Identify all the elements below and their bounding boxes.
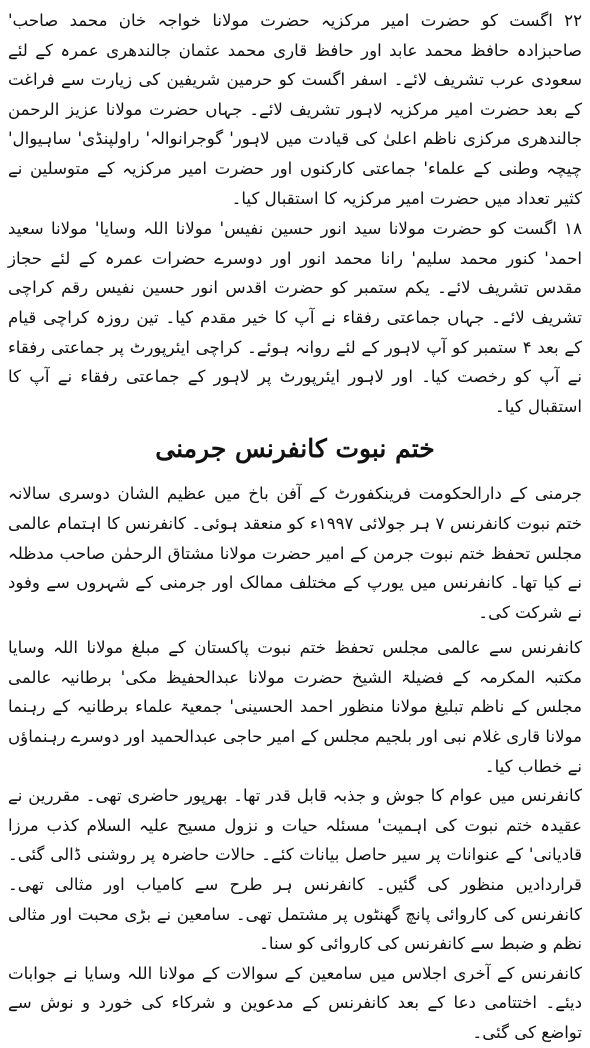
paragraph-khwaja-khan-umrah: ۲۲ اگست کو حضرت امیر مرکزیہ حضرت مولانا خواجہ خان محمد صاحب' صاحبزادہ حافظ محمد عابد اور حافظ قاری محمد عثمان جالندھری عمرہ کے لئے سعودی عرب تشریف لائے۔ اسفر اگست کو حرمین شریفین کی زیارت سے فراغت کے بعد حضرت امیر مرکزیہ لاہور تشریف لائے۔ جہاں حضرت مولانا عزیز الرحمن جالندھری مرکزی ناظم اعلیٰ کی قیادت میں لاہور' گوجرانوالہ' راولپنڈی' ساہیوال' چیچہ وطنی کے علماء' جماعتی کارکنوں اور حضرت امیر مرکزیہ کے متوسلین نے کثیر تعداد میں حضرت امیر مرکزیہ کا استقبال کیا۔ [8,11,582,208]
document-page [8,4,582,1042]
paragraph-conference-speakers: کانفرنس سے عالمی مجلس تحفظ ختم نبوت پاکستان کے مبلغ مولانا اللہ وسایا مکتبہ المکرمہ کے فضیلۃ الشیخ حضرت مولانا عبدالحفیظ مکی' برطانیہ عالمی مجلس کے ناظم تبلیغ مولانا منظور احمد الحسینی' جمعیۃ علماء برطانیہ کے رہنما مولانا قاری غلام نبی اور بلجیم مجلس کے امیر حاجی عبدالحمید اور دوسرے رہنماؤں نے خطاب کیا۔ [8,638,582,776]
paragraph-conference-closing: کانفرنس کے آخری اجلاس میں سامعین کے سوالات کے مولانا اللہ وسایا نے جوابات دیئے۔ اختتامی دعا کے بعد کانفرنس کے مدعوین و شرکاء کی خورد و نوش سے تواضع کی گئی۔ [8,963,582,1042]
section-heading-germany-conference: ختم نبوت کانفرنس جرمنی [155,434,435,464]
paragraph-conference-frankfurt: جرمنی کے دارالحکومت فرینکفورٹ کے آفن باخ میں عظیم الشان دوسری سالانہ ختم نبوت کانفرنس ۷ ہر جولائی ۱۹۹۷ء کو منعقد ہوئی۔ کانفرنس کا اہتمام عالمی مجلس تحفظ ختم نبوت جرمن کے امیر حضرت مولانا مشتاق الرحمٰن صاحب مدظلہ نے کیا تھا۔ کانفرنس میں یورپ کے مختلف ممالک اور جرمنی کے شہروں سے وفود نے شرکت کی۔ [8,484,582,622]
paragraph-anwar-hussain-nafees: ۱۸ اگست کو حضرت مولانا سید انور حسین نفیس' مولانا اللہ وسایا' مولانا سعید احمد' کنور محمد سلیم' رانا محمد انور اور دوسرے حضرات عمرہ کے لئے حجاز مقدس تشریف لائے۔ یکم ستمبر کو حضرت اقدس انور حسین نفیس رقم کراچی تشریف لائے۔ جہاں جماعتی رفقاء نے آپ کا خیر مقدم کیا۔ تین روزہ کراچی قیام کے بعد ۴ ستمبر کو آپ لاہور کے لئے روانہ ہوئے۔ کراچی ایئرپورٹ پر جماعتی رفقاء نے آپ کو رخصت کیا۔ اور لاہور ایئرپورٹ پر لاہور کے جماعتی رفقاء نے آپ کا استقبال کیا۔ [8,219,582,416]
paragraph-conference-proceedings: کانفرنس میں عوام کا جوش و جذبہ قابل قدر تھا۔ بھرپور حاضری تھی۔ مقررین نے عقیدہ ختم نبوت کی اہمیت' مسئلہ حیات و نزول مسیح علیہ السلام کذب مرزا قادیانی' کے عنوانات پر سیر حاصل بیانات کئے۔ حالات حاضرہ پر روشنی ڈالی گئی۔ قراردادیں منظور کی گئیں۔ کانفرنس ہر طرح سے کامیاب اور مثالی تھی۔ کانفرنس کی کاروائی پانچ گھنٹوں پر مشتمل تھی۔ سامعین نے بڑی محبت اور مثالی نظم و ضبط سے کانفرنس کی کاروائی کو سنا۔ [8,786,582,954]
